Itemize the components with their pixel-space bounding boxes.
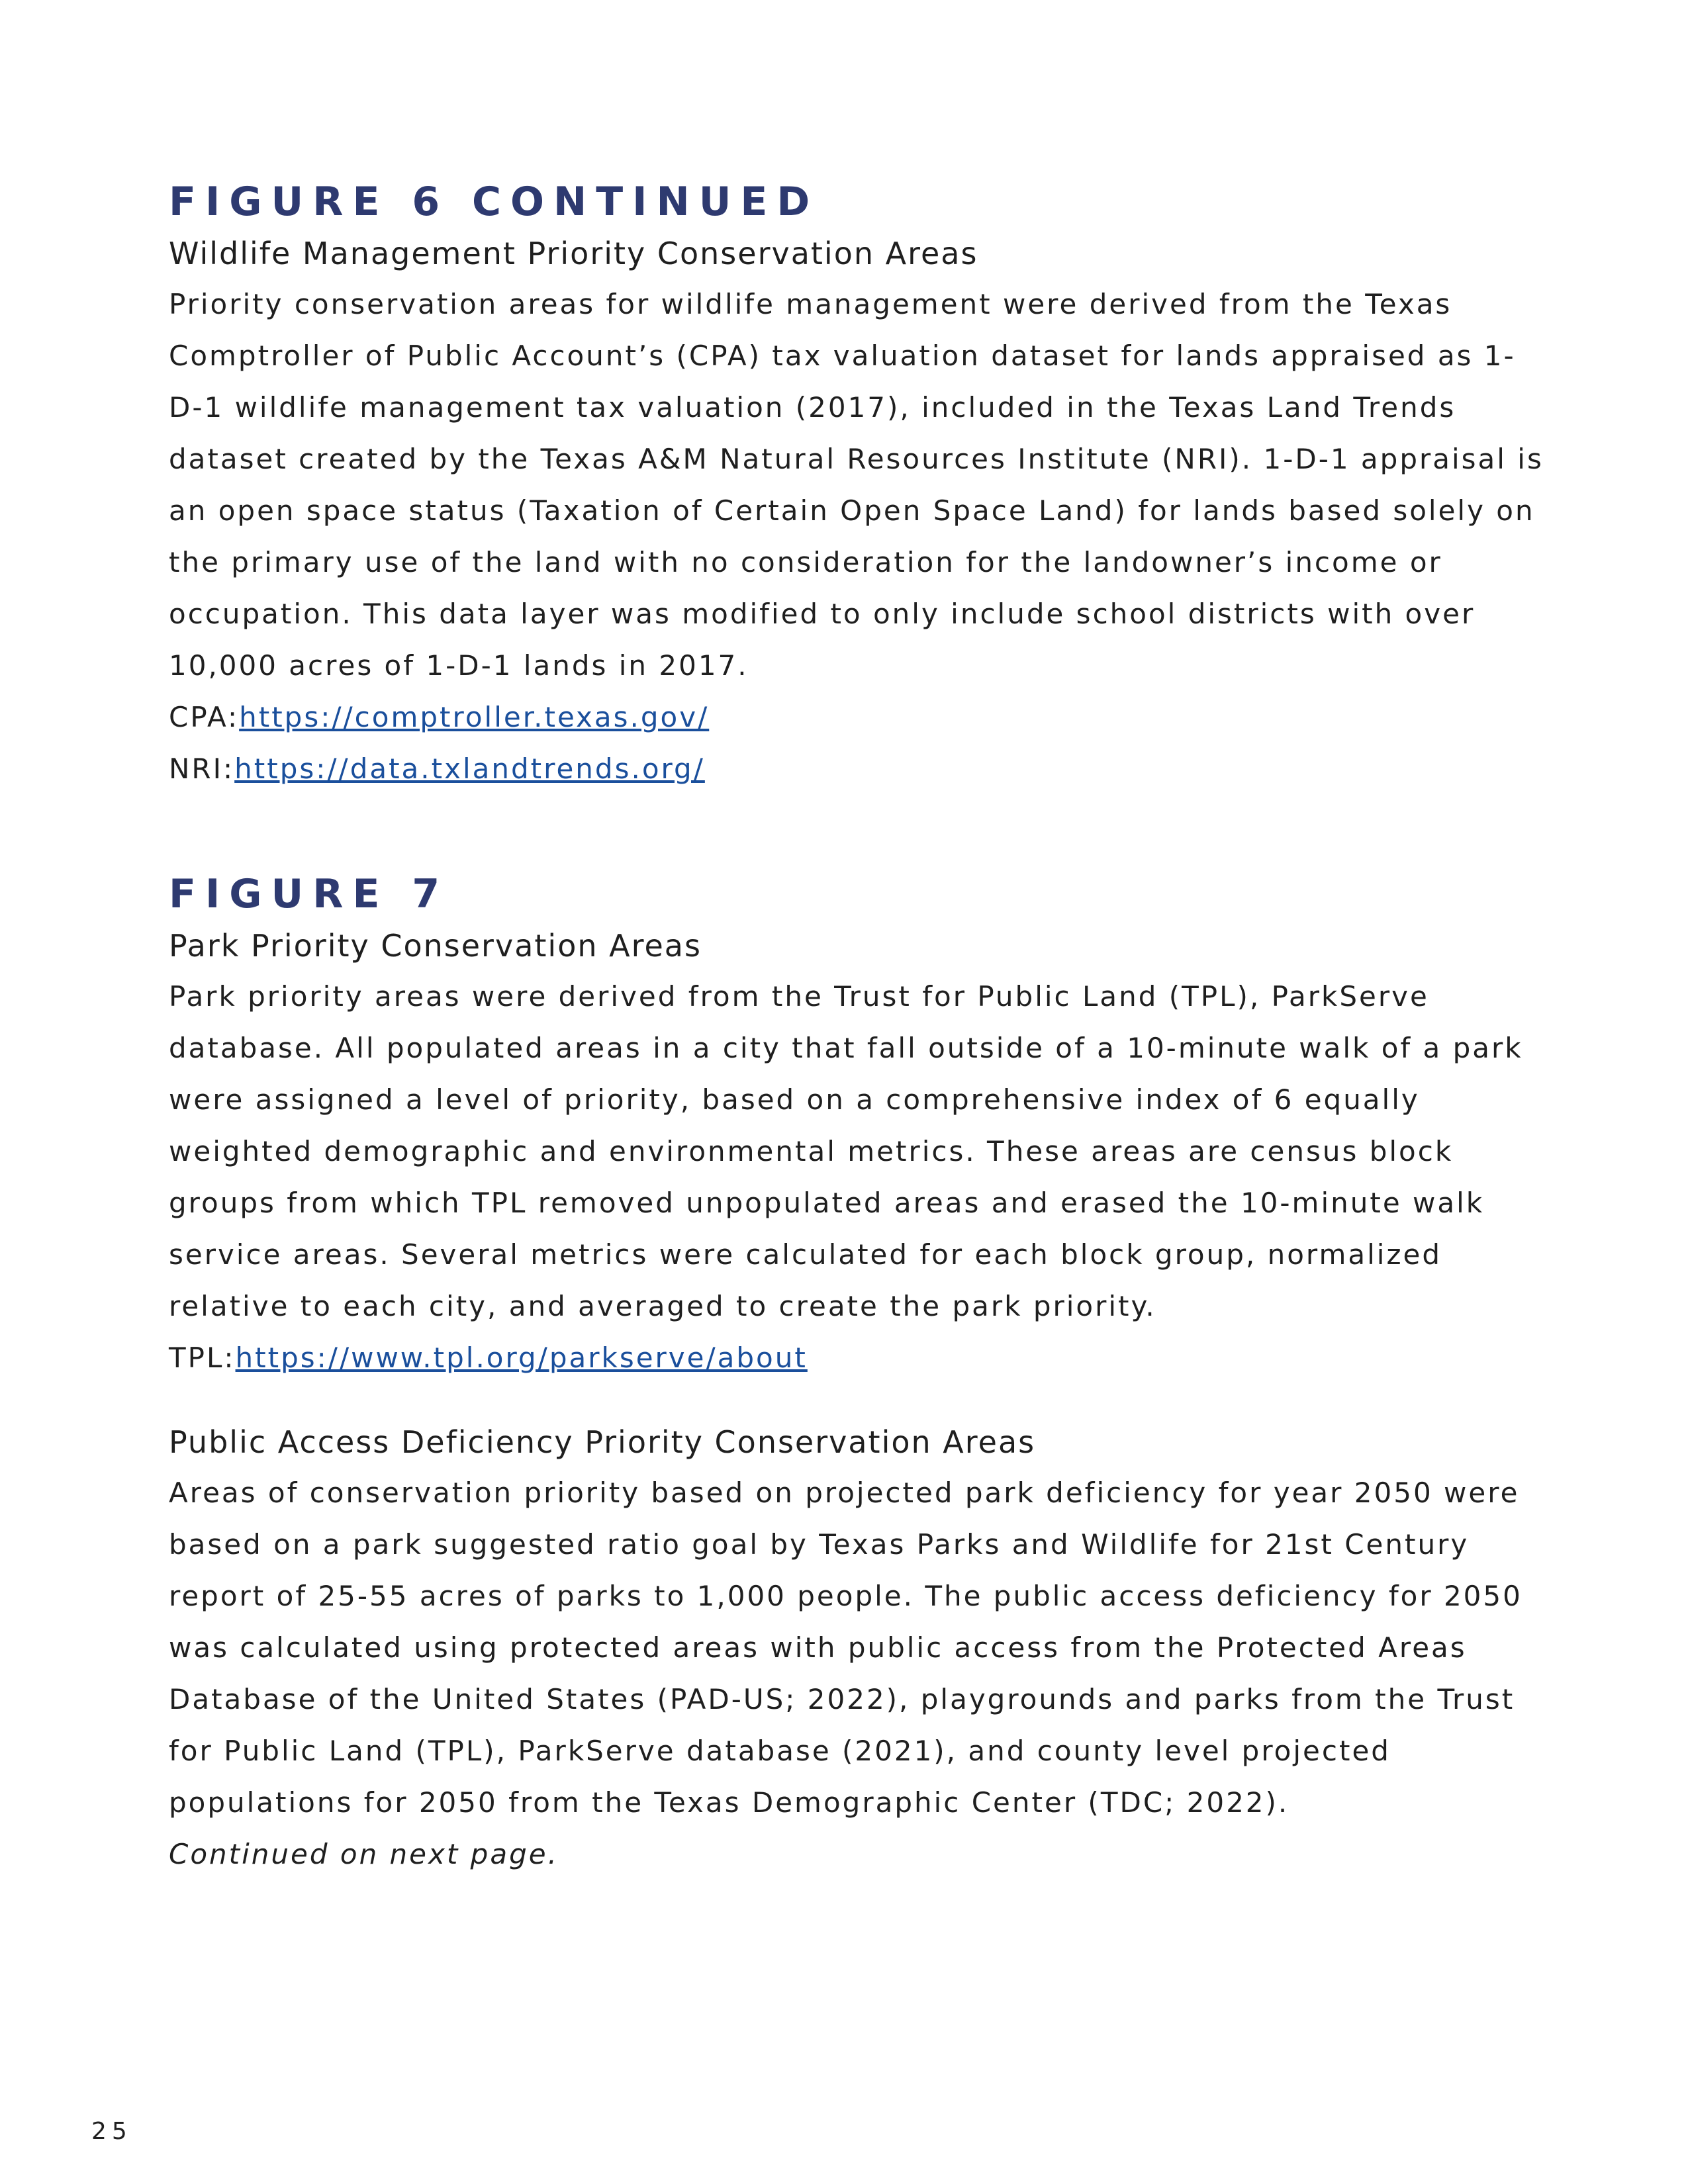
figure-6-continued-heading: FIGURE 6 CONTINUED bbox=[169, 179, 820, 225]
tpl-link-prefix: TPL: bbox=[169, 1342, 236, 1374]
section-spacer bbox=[169, 795, 1546, 868]
figure-7-heading: FIGURE 7 bbox=[169, 871, 449, 917]
page-number: 25 bbox=[91, 2118, 132, 2145]
section-spacer bbox=[169, 1384, 1546, 1417]
continued-note: Continued on next page. bbox=[169, 1838, 559, 1870]
nri-link-line bbox=[169, 743, 1546, 795]
public-access-deficiency-paragraph: Areas of conservation priority based on projected park deficiency for year 2050 were based on a park suggested ratio goal by Texas Parks and Wildlife for 21st Century report of 25-55 acres of parks to 1,000 people. The public access deficiency for 2050 was calculated using protected areas with public access from the Protected Areas Database of the United States (PAD-US; 2022), playgrounds and parks from the Trust for Public Land (TPL), ParkServe database (2021), and county level projected populations for 2050 from the Texas Demographic Center (TDC; 2022). bbox=[169, 1477, 1523, 1819]
tpl-link[interactable]: https://www.tpl.org/parkserve/about bbox=[235, 1342, 808, 1374]
nri-link-prefix: NRI: bbox=[169, 752, 235, 785]
wildlife-management-paragraph: Priority conservation areas for wildlife management were derived from the Texas Comptroller of Public Account’s (CPA) tax valuation dataset for lands appraised as 1-D-1 wildlife management tax valuation (2017), included in the Texas Land Trends dataset created by the Texas A&M Natural Resources Institute (NRI). 1-D-1 appraisal is an open space status (Taxation of Certain Open Space Land) for lands based solely on the primary use of the land with no consideration for the landowner’s income or occupation. This data layer was modified to only include school districts with over 10,000 acres of 1-D-1 lands in 2017. bbox=[169, 288, 1544, 682]
cpa-link-prefix: CPA: bbox=[169, 701, 240, 733]
tpl-link-line bbox=[169, 1332, 1546, 1384]
cpa-link[interactable]: https://comptroller.texas.gov/ bbox=[239, 701, 710, 733]
wildlife-management-subheading: Wildlife Management Priority Conservation Areas bbox=[169, 236, 978, 271]
park-priority-subheading: Park Priority Conservation Areas bbox=[169, 928, 702, 964]
nri-link[interactable]: https://data.txlandtrends.org/ bbox=[234, 752, 705, 785]
page-content bbox=[169, 175, 1546, 1880]
cpa-link-line bbox=[169, 692, 1546, 743]
public-access-deficiency-subheading: Public Access Deficiency Priority Conservation Areas bbox=[169, 1424, 1036, 1460]
park-priority-paragraph: Park priority areas were derived from the Trust for Public Land (TPL), ParkServe database. All populated areas in a city that fall outside of a 10-minute walk of a park were assigned a level of priority, based on a comprehensive index of 6 equally weighted demographic and environmental metrics. These areas are census block groups from which TPL removed unpopulated areas and erased the 10-minute walk service areas. Several metrics were calculated for each block group, normalized relative to each city, and averaged to create the park priority. bbox=[169, 980, 1523, 1322]
